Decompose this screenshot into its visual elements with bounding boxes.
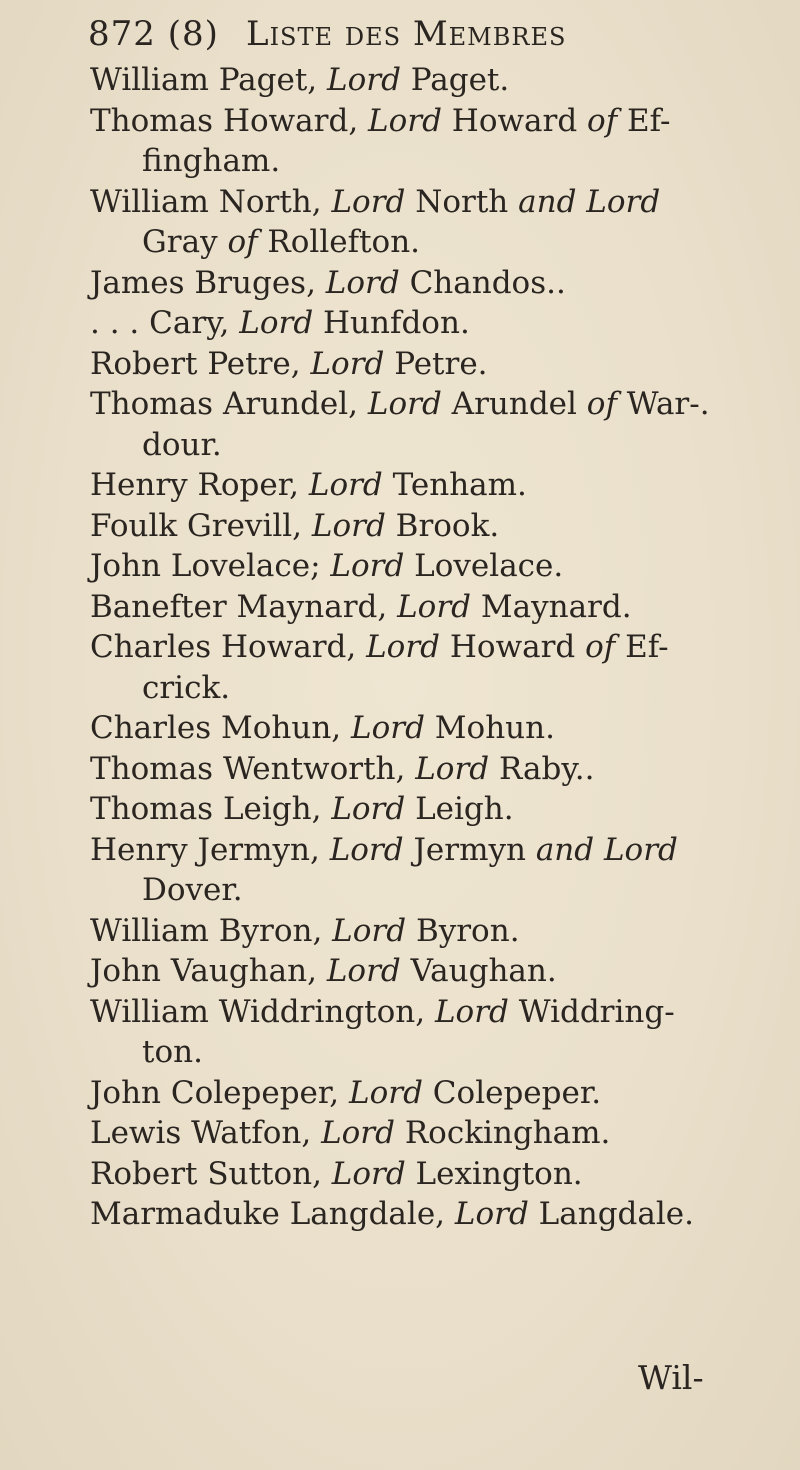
entry-text: Robert Petre,	[90, 345, 311, 382]
entry-text: crick.	[142, 669, 231, 706]
italic-text: Lord	[331, 1155, 406, 1192]
entry-text: Rockingham.	[394, 1115, 611, 1151]
member-entry	[90, 465, 527, 505]
member-entry	[90, 587, 632, 627]
catchword: Wil-	[638, 1358, 704, 1397]
entry-text: War-.	[616, 386, 710, 422]
italic-text: Lord	[434, 993, 509, 1030]
entry-text: Hunfdon.	[313, 305, 470, 341]
entry-text: Ef-	[617, 102, 671, 139]
entry-text: Widdring-	[508, 993, 675, 1030]
member-entry	[90, 1073, 601, 1113]
member-entry	[90, 263, 566, 303]
italic-text: Lord	[332, 912, 407, 949]
member-entry-continuation	[142, 141, 280, 181]
member-entry	[90, 182, 660, 222]
italic-text: Lord	[329, 831, 404, 868]
member-entry	[90, 303, 470, 343]
italic-text: of	[227, 224, 258, 260]
italic-text: Lord	[349, 1074, 423, 1111]
italic-text: Lord	[367, 386, 442, 422]
entry-text: Ef-	[615, 629, 669, 665]
italic-text: of	[586, 386, 617, 422]
member-entry	[90, 60, 509, 100]
italic-text: Lord	[327, 62, 401, 98]
entry-text: dour.	[142, 426, 222, 463]
member-entry-continuation	[142, 668, 230, 708]
member-entry	[90, 1154, 583, 1194]
entry-text: Langdale.	[528, 1196, 694, 1232]
entry-text: Leigh.	[405, 791, 514, 827]
entry-text: Raby..	[489, 750, 595, 787]
entry-text: James Bruges,	[90, 264, 326, 301]
running-header	[88, 14, 728, 60]
entry-text: Jermyn	[403, 831, 536, 868]
entry-text: Maynard.	[471, 588, 632, 625]
member-entry	[90, 627, 669, 667]
entry-text: Thomas Leigh,	[90, 791, 332, 827]
entry-text: Brook.	[385, 507, 500, 544]
entry-text: William North,	[90, 183, 332, 220]
entry-text: Charles Howard,	[90, 629, 367, 665]
entry-text: Byron.	[406, 912, 520, 949]
entry-text: Howard	[441, 102, 588, 139]
entry-text: Thomas Wentworth,	[90, 750, 416, 787]
italic-text: Lord	[311, 507, 386, 544]
member-entry	[90, 911, 520, 951]
entry-text: Charles Mohun,	[90, 710, 352, 746]
entry-text: Petre.	[384, 345, 488, 382]
italic-text: Lord	[321, 1115, 395, 1151]
entry-text: Mohun.	[424, 710, 555, 746]
italic-text: Lord	[454, 1196, 529, 1232]
italic-text: Lord	[331, 183, 406, 220]
entry-text: Thomas Howard,	[90, 102, 369, 139]
member-entry	[90, 789, 514, 829]
member-entry	[90, 830, 678, 870]
entry-text: Lewis Watfon,	[90, 1115, 322, 1151]
entry-text: John Vaughan,	[90, 953, 327, 989]
member-entry	[90, 951, 557, 991]
italic-text: Lord	[308, 467, 383, 503]
italic-text: Lord	[326, 953, 401, 989]
italic-text: Lord	[310, 345, 385, 382]
italic-text: Lord	[239, 305, 314, 341]
italic-text: Lord	[415, 750, 490, 787]
entry-text: ton.	[142, 1034, 203, 1070]
entry-text: Dover.	[142, 872, 243, 908]
italic-text: Lord	[351, 710, 425, 746]
entry-text: Paget.	[400, 62, 510, 98]
member-entry-continuation	[142, 1032, 203, 1072]
member-entry	[90, 101, 671, 141]
member-entry	[90, 384, 710, 424]
italic-text: Lord	[325, 264, 400, 301]
entry-text: William Paget,	[90, 62, 328, 98]
entry-text: North	[405, 183, 519, 220]
entry-text: Foulk Grevill,	[90, 507, 312, 544]
italic-text: Lord	[366, 629, 441, 665]
entry-text: . . . Cary,	[90, 305, 240, 341]
member-entry-continuation	[142, 870, 243, 910]
entry-text: Lexington.	[405, 1155, 583, 1192]
member-entry	[90, 708, 555, 748]
entry-text: Vaughan.	[400, 953, 557, 989]
member-entry-continuation	[142, 425, 222, 465]
italic-text: Lord	[368, 102, 442, 139]
entry-text: Chandos..	[399, 264, 566, 301]
entry-text: John Colepeper,	[90, 1074, 350, 1111]
italic-text: Lord	[397, 588, 472, 625]
member-entry	[90, 749, 594, 789]
entry-text: Rollefton.	[257, 224, 421, 260]
entry-text: Robert Sutton,	[90, 1155, 332, 1192]
entry-text: William Widdrington,	[90, 993, 435, 1030]
entry-text: Howard	[440, 629, 586, 665]
member-entry	[90, 1113, 610, 1153]
italic-text: Lord	[330, 548, 405, 584]
entry-text: John Lovelace;	[90, 548, 331, 584]
member-entry	[90, 992, 675, 1032]
member-entry	[90, 546, 563, 586]
entry-text: Lovelace.	[404, 548, 564, 584]
entry-text: Henry Roper,	[90, 467, 309, 503]
entry-text: Thomas Arundel,	[90, 386, 368, 422]
entry-text: Gray	[142, 224, 228, 260]
member-entry	[90, 344, 488, 384]
page-number: 872 (8)	[88, 14, 219, 54]
entry-text: Tenham.	[382, 467, 527, 503]
italic-text: and Lord	[518, 183, 661, 220]
italic-text: Lord	[331, 791, 406, 827]
member-entry	[90, 506, 499, 546]
entry-text: fingham.	[142, 143, 281, 179]
entry-text: Henry Jermyn,	[90, 831, 330, 868]
page-title: Liste des Membres	[246, 14, 567, 54]
entry-text: Colepeper.	[422, 1074, 602, 1111]
entry-text: Arundel	[441, 386, 587, 422]
italic-text: of	[585, 629, 616, 665]
italic-text: and Lord	[535, 831, 678, 868]
member-entry-continuation	[142, 222, 420, 262]
entry-text: Marmaduke Langdale,	[90, 1196, 455, 1232]
entry-text: Banefter Maynard,	[90, 588, 398, 625]
italic-text: of	[587, 102, 618, 139]
member-entry	[90, 1194, 694, 1234]
entry-text: William Byron,	[90, 912, 333, 949]
